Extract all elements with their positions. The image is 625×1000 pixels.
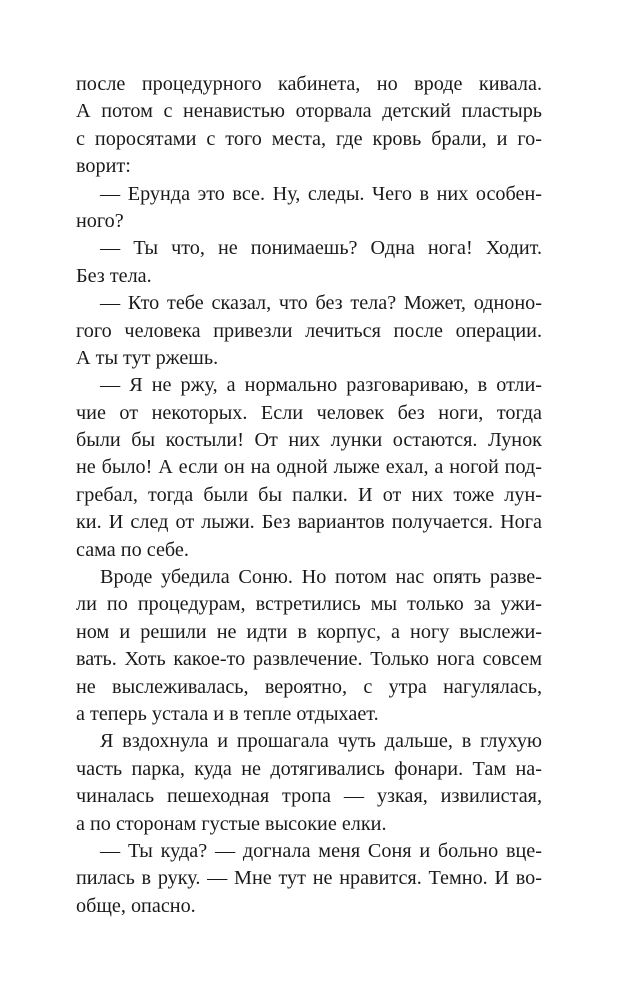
- text-line: чие от некоторых. Если человек без ноги, тогда: [76, 401, 542, 424]
- text-line: ли по процедурам, встретились мы только за ужи-: [76, 593, 542, 616]
- text-line: не было! А если он на одной лыже ехал, а ногой под-: [76, 456, 542, 479]
- text-line: — Ерунда это все. Ну, следы. Чего в них особен-: [100, 182, 542, 205]
- text-line: — Я не ржу, а нормально разговариваю, в отли-: [100, 374, 542, 397]
- text-line: ки. И след от лыжи. Без вариантов получается. Нога: [76, 511, 542, 534]
- text-line: пилась в руку. — Мне тут не нравится. Темно. И во-: [76, 867, 542, 890]
- text-line: а по сторонам густые высокие елки.: [76, 812, 387, 835]
- text-line: гребал, тогда были бы палки. И от них тоже лун-: [76, 483, 542, 506]
- text-line: — Ты куда? — догнала меня Соня и больно вце-: [100, 839, 542, 862]
- text-line: часть парка, куда не дотягивались фонари. Там на-: [76, 757, 542, 780]
- text-line: Вроде убедила Соню. Но потом нас опять разве-: [100, 566, 542, 589]
- text-line: гого человека привезли лечиться после операции.: [76, 319, 542, 342]
- book-page-text: [76, 71, 542, 920]
- text-line: А потом с ненавистью оторвала детский пластырь: [76, 100, 542, 123]
- text-line: после процедурного кабинета, но вроде кивала.: [76, 73, 542, 95]
- text-line: чиналась пешеходная тропа — узкая, извилистая,: [76, 785, 542, 808]
- text-line: ворит:: [76, 155, 131, 178]
- text-line: Без тела.: [76, 264, 152, 287]
- text-line: Я вздохнула и прошагала чуть дальше, в глухую: [100, 730, 542, 753]
- text-line: сама по себе.: [76, 538, 189, 561]
- text-line: ном и решили не идти в корпус, а ногу выслежи-: [76, 620, 542, 643]
- text-line: не выслеживалась, вероятно, с утра нагулялась,: [76, 675, 542, 698]
- text-line: ного?: [76, 209, 124, 232]
- text-line: А ты тут ржешь.: [76, 346, 219, 369]
- text-line: вать. Хоть какое-то развлечение. Только нога совсем: [76, 648, 542, 671]
- text-line: с поросятами с того места, где кровь брали, и го-: [76, 127, 542, 150]
- text-line: были бы костыли! От них лунки остаются. Лунок: [76, 429, 542, 452]
- text-line: — Ты что, не понимаешь? Одна нога! Ходит.: [100, 237, 542, 260]
- text-line: обще, опасно.: [76, 894, 196, 917]
- text-line: — Кто тебе сказал, что без тела? Может, одноно-: [100, 292, 542, 315]
- text-line: а теперь устала и в тепле отдыхает.: [76, 702, 379, 725]
